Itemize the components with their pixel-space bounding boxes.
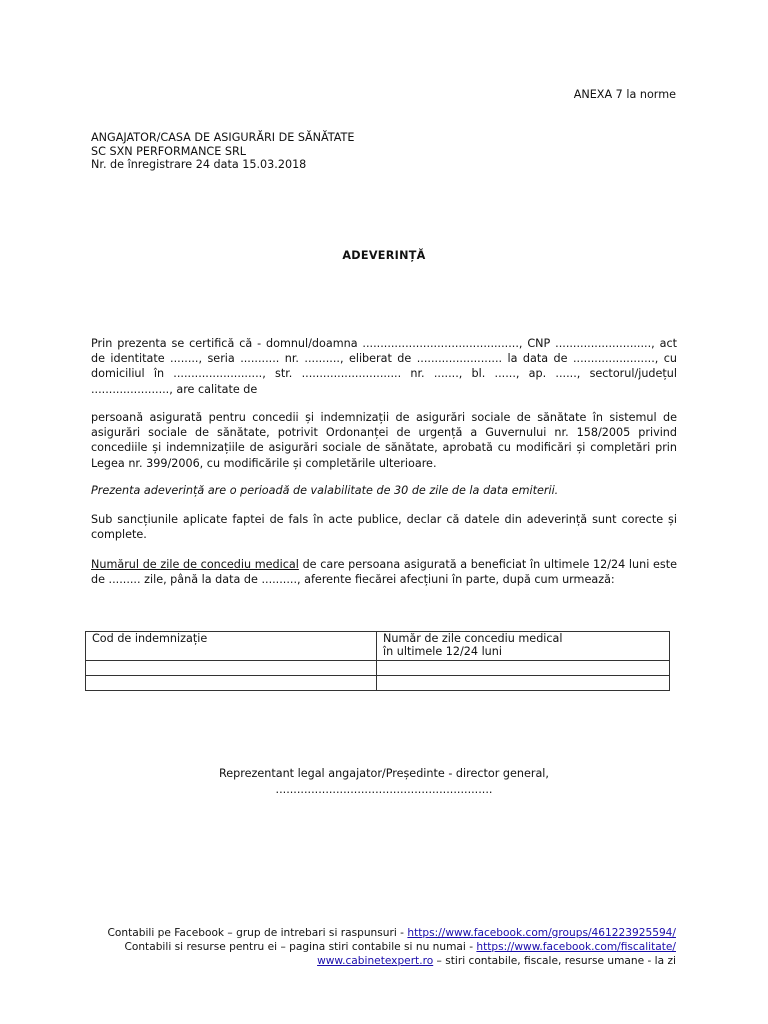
- signature-line: .............................................................: [275, 783, 493, 796]
- table-cell[interactable]: [86, 661, 377, 676]
- footer-text-3: – stiri contabile, fiscale, resurse umane - la zi: [433, 955, 676, 967]
- facebook-page-link[interactable]: https://www.facebook.com/fiscalitate/: [476, 941, 676, 953]
- table-row: [86, 676, 670, 691]
- paragraph-insured-status: persoană asigurată pentru concedii și indemnizații de asigurări sociale de sănătate în sistemul de asigurări sociale de sănătate, potrivit Ordonanței de urgență a Guvernului nr. 158/2005 privind concediile și indemnizațiile de asigurări sociale de sănătate, aprobată cu modificări și completări prin Legea nr. 399/2006, cu modificările și completările ulterioare.: [91, 411, 677, 470]
- paragraph-declaration: Sub sancțiunile aplicate faptei de fals în acte publice, declar că datele din adeverință sunt corecte și complete.: [91, 513, 677, 542]
- facebook-group-link[interactable]: https://www.facebook.com/groups/461223925594/: [407, 927, 676, 939]
- representative-title: Reprezentant legal angajator/Președinte - director general,: [219, 767, 549, 780]
- legal-representative: [0, 766, 768, 798]
- annex-label: ANEXA 7 la norme: [573, 88, 676, 101]
- table-cell[interactable]: [86, 676, 377, 691]
- footer-line-1: [108, 926, 676, 940]
- table-cell[interactable]: [377, 661, 670, 676]
- medical-leave-text: de care persoana asigurată a beneficiat în ultimele 12/24 luni este de ......... zile, până la data de .........., aferente fiecărei afecțiuni în parte, după cum urmează:: [91, 558, 677, 587]
- medical-leave-days-label: Numărul de zile de concediu medical: [91, 558, 299, 571]
- paragraph-medical-leave: [91, 557, 677, 587]
- indemnity-table: [85, 631, 670, 691]
- table-cell[interactable]: [377, 676, 670, 691]
- employer-header: [91, 131, 354, 172]
- table-header-days-line1: Număr de zile concediu medical: [383, 632, 563, 645]
- footer-line-3: [108, 954, 676, 968]
- table-header-cod: Cod de indemnizație: [86, 632, 377, 661]
- paragraph-certification: Prin prezenta se certifică că - domnul/doamna ............................................, CNP ..........................., act de identitate ........, seria ........... nr. .........., eliberat de ........................ la data de ......................., cu domiciliul în ........................., str. ............................ nr. ......., bl. ......, ap. ......, sectorul/județul ......................, are calitate de: [91, 337, 677, 396]
- table-header-row: [86, 632, 670, 661]
- registration-number: Nr. de înregistrare 24 data 15.03.2018: [91, 158, 307, 172]
- table-header-days: [377, 632, 670, 661]
- paragraph-validity: Prezenta adeverință are o perioadă de valabilitate de 30 de zile de la data emiterii.: [91, 484, 559, 497]
- footer: [108, 926, 676, 968]
- company-name: SC SXN PERFORMANCE SRL: [91, 144, 246, 158]
- website-link[interactable]: www.cabinetexpert.ro: [317, 955, 434, 967]
- footer-text-2: Contabili si resurse pentru ei – pagina stiri contabile si nu numai -: [124, 941, 477, 953]
- table-row: [86, 661, 670, 676]
- footer-line-2: [108, 940, 676, 954]
- employer-header-line1: ANGAJATOR/CASA DE ASIGURĂRI DE SĂNĂTATE: [91, 131, 355, 144]
- footer-text-1: Contabili pe Facebook – grup de intrebari si raspunsuri -: [107, 927, 408, 939]
- table-header-days-line2: în ultimele 12/24 luni: [383, 645, 502, 658]
- document-title: ADEVERINȚĂ: [342, 249, 426, 262]
